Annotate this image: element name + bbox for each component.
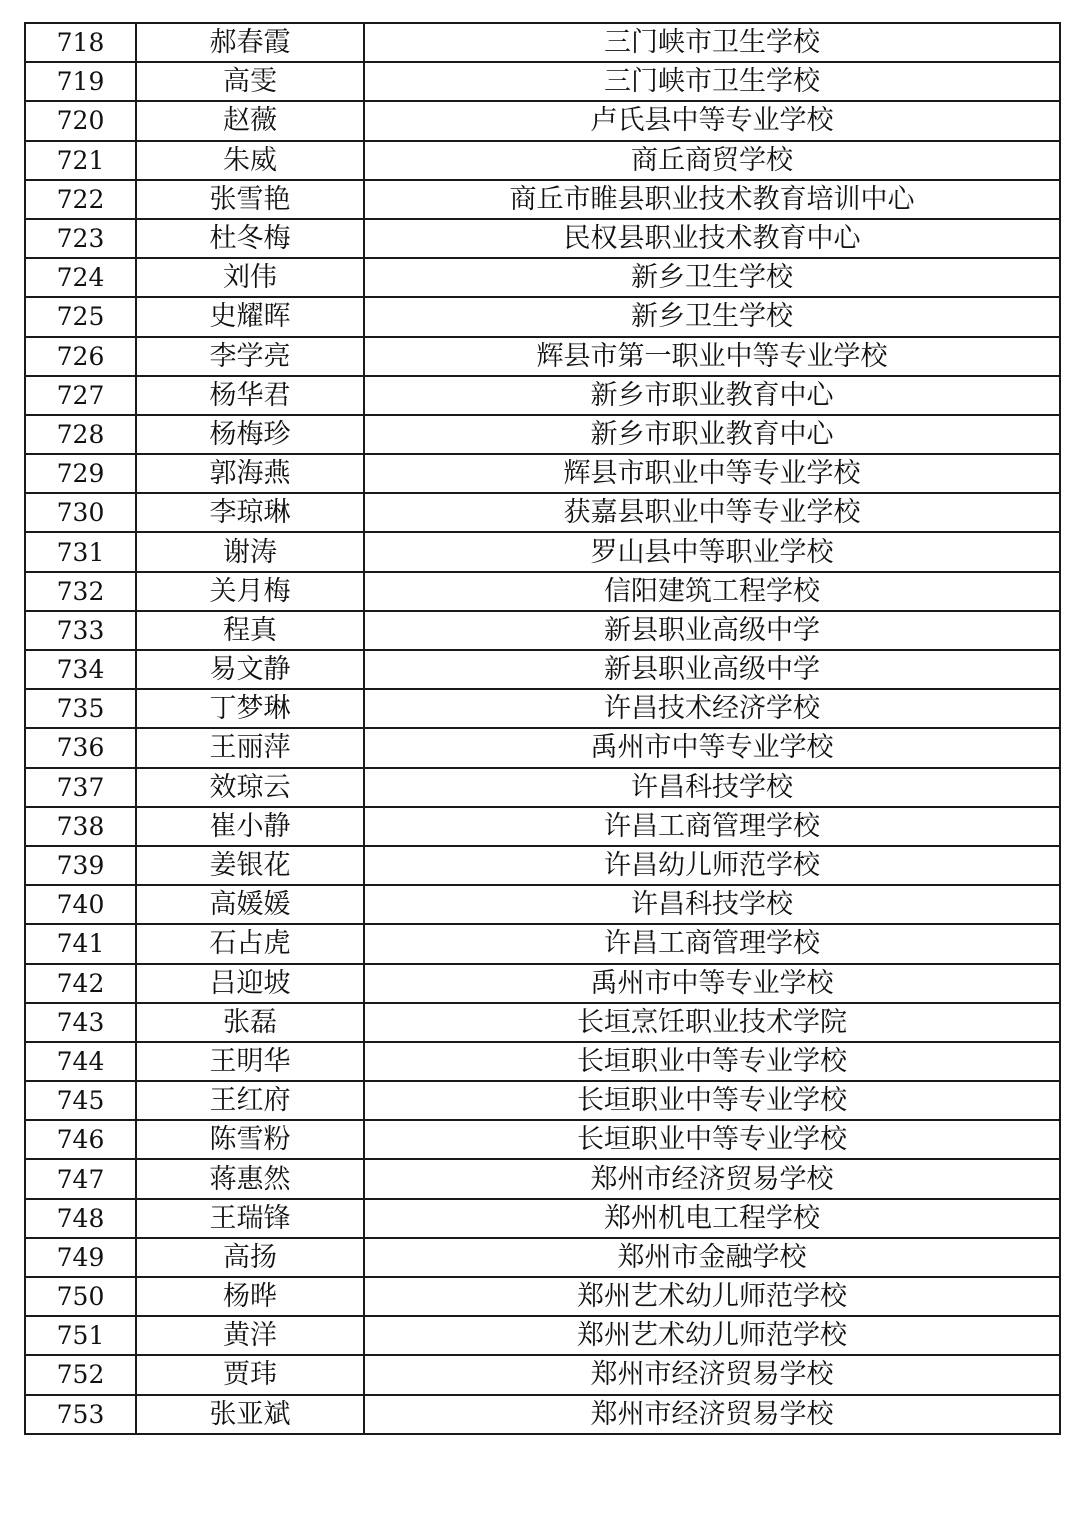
school-name-cell: 许昌工商管理学校: [364, 924, 1060, 963]
row-number-cell: 745: [25, 1081, 136, 1120]
table-row: [25, 454, 1060, 493]
table-row: [25, 101, 1060, 140]
teacher-name-cell: 张雪艳: [136, 180, 364, 219]
school-name-cell: 郑州市经济贸易学校: [364, 1355, 1060, 1394]
row-number-cell: 733: [25, 611, 136, 650]
teacher-name-cell: 陈雪粉: [136, 1120, 364, 1159]
teacher-name-cell: 效琼云: [136, 768, 364, 807]
school-name-cell: 郑州机电工程学校: [364, 1199, 1060, 1238]
row-number-cell: 738: [25, 807, 136, 846]
teacher-name-cell: 王红府: [136, 1081, 364, 1120]
school-name-cell: 信阳建筑工程学校: [364, 572, 1060, 611]
row-number-cell: 734: [25, 650, 136, 689]
table-row: [25, 1120, 1060, 1159]
school-name-cell: 许昌科技学校: [364, 885, 1060, 924]
table-row: [25, 532, 1060, 571]
table-row: [25, 1199, 1060, 1238]
teacher-name-cell: 丁梦琳: [136, 689, 364, 728]
school-name-cell: 三门峡市卫生学校: [364, 62, 1060, 101]
teacher-name-cell: 蒋惠然: [136, 1159, 364, 1198]
table-row: [25, 728, 1060, 767]
school-name-cell: 商丘市睢县职业技术教育培训中心: [364, 180, 1060, 219]
row-number-cell: 726: [25, 337, 136, 376]
school-name-cell: 许昌技术经济学校: [364, 689, 1060, 728]
table-row: [25, 141, 1060, 180]
table-row: [25, 376, 1060, 415]
teacher-name-cell: 易文静: [136, 650, 364, 689]
table-row: [25, 493, 1060, 532]
table-row: [25, 219, 1060, 258]
teacher-name-cell: 姜银花: [136, 846, 364, 885]
table-row: [25, 846, 1060, 885]
school-name-cell: 民权县职业技术教育中心: [364, 219, 1060, 258]
table-row: [25, 180, 1060, 219]
teacher-name-cell: 吕迎坡: [136, 964, 364, 1003]
teacher-name-cell: 高媛媛: [136, 885, 364, 924]
teacher-name-cell: 黄洋: [136, 1316, 364, 1355]
table-row: [25, 297, 1060, 336]
row-number-cell: 721: [25, 141, 136, 180]
school-name-cell: 新乡卫生学校: [364, 258, 1060, 297]
row-number-cell: 743: [25, 1003, 136, 1042]
row-number-cell: 735: [25, 689, 136, 728]
teacher-name-cell: 杜冬梅: [136, 219, 364, 258]
row-number-cell: 742: [25, 964, 136, 1003]
row-number-cell: 746: [25, 1120, 136, 1159]
teacher-name-cell: 高雯: [136, 62, 364, 101]
school-name-cell: 商丘商贸学校: [364, 141, 1060, 180]
table-row: [25, 924, 1060, 963]
teacher-name-cell: 郭海燕: [136, 454, 364, 493]
row-number-cell: 739: [25, 846, 136, 885]
teacher-name-cell: 史耀晖: [136, 297, 364, 336]
row-number-cell: 723: [25, 219, 136, 258]
table-row: [25, 1081, 1060, 1120]
teacher-name-cell: 刘伟: [136, 258, 364, 297]
row-number-cell: 749: [25, 1238, 136, 1277]
row-number-cell: 724: [25, 258, 136, 297]
teacher-name-cell: 关月梅: [136, 572, 364, 611]
row-number-cell: 748: [25, 1199, 136, 1238]
table-row: [25, 964, 1060, 1003]
table-row: [25, 1395, 1060, 1434]
row-number-cell: 722: [25, 180, 136, 219]
school-name-cell: 新乡市职业教育中心: [364, 376, 1060, 415]
school-name-cell: 辉县市第一职业中等专业学校: [364, 337, 1060, 376]
table-row: [25, 258, 1060, 297]
school-name-cell: 许昌科技学校: [364, 768, 1060, 807]
table-row: [25, 572, 1060, 611]
school-name-cell: 新县职业高级中学: [364, 650, 1060, 689]
row-number-cell: 750: [25, 1277, 136, 1316]
table-row: [25, 689, 1060, 728]
row-number-cell: 737: [25, 768, 136, 807]
row-number-cell: 727: [25, 376, 136, 415]
teacher-name-cell: 李琼琳: [136, 493, 364, 532]
school-name-cell: 禹州市中等专业学校: [364, 728, 1060, 767]
school-name-cell: 辉县市职业中等专业学校: [364, 454, 1060, 493]
teacher-name-cell: 杨晔: [136, 1277, 364, 1316]
teacher-name-cell: 王丽萍: [136, 728, 364, 767]
table-row: [25, 1042, 1060, 1081]
school-name-cell: 长垣职业中等专业学校: [364, 1081, 1060, 1120]
table-row: [25, 337, 1060, 376]
teacher-name-cell: 郝春霞: [136, 23, 364, 62]
row-number-cell: 719: [25, 62, 136, 101]
row-number-cell: 729: [25, 454, 136, 493]
school-name-cell: 获嘉县职业中等专业学校: [364, 493, 1060, 532]
row-number-cell: 747: [25, 1159, 136, 1198]
school-name-cell: 长垣职业中等专业学校: [364, 1042, 1060, 1081]
teacher-name-cell: 张磊: [136, 1003, 364, 1042]
row-number-cell: 720: [25, 101, 136, 140]
table-row: [25, 1277, 1060, 1316]
row-number-cell: 753: [25, 1395, 136, 1434]
table-row: [25, 415, 1060, 454]
table-row: [25, 1003, 1060, 1042]
school-name-cell: 长垣职业中等专业学校: [364, 1120, 1060, 1159]
roster-table: [24, 22, 1061, 1435]
teacher-name-cell: 贾玮: [136, 1355, 364, 1394]
school-name-cell: 郑州市经济贸易学校: [364, 1159, 1060, 1198]
table-row: [25, 650, 1060, 689]
row-number-cell: 752: [25, 1355, 136, 1394]
school-name-cell: 新乡卫生学校: [364, 297, 1060, 336]
school-name-cell: 许昌幼儿师范学校: [364, 846, 1060, 885]
table-row: [25, 611, 1060, 650]
school-name-cell: 三门峡市卫生学校: [364, 23, 1060, 62]
teacher-name-cell: 王明华: [136, 1042, 364, 1081]
row-number-cell: 731: [25, 532, 136, 571]
row-number-cell: 728: [25, 415, 136, 454]
table-row: [25, 885, 1060, 924]
school-name-cell: 郑州艺术幼儿师范学校: [364, 1316, 1060, 1355]
table-row: [25, 62, 1060, 101]
school-name-cell: 郑州市金融学校: [364, 1238, 1060, 1277]
teacher-name-cell: 杨梅珍: [136, 415, 364, 454]
table-row: [25, 1355, 1060, 1394]
teacher-name-cell: 朱威: [136, 141, 364, 180]
table-row: [25, 1316, 1060, 1355]
school-name-cell: 新乡市职业教育中心: [364, 415, 1060, 454]
teacher-name-cell: 程真: [136, 611, 364, 650]
teacher-name-cell: 石占虎: [136, 924, 364, 963]
school-name-cell: 卢氏县中等专业学校: [364, 101, 1060, 140]
teacher-name-cell: 赵薇: [136, 101, 364, 140]
roster-body: [25, 23, 1060, 1434]
table-row: [25, 1238, 1060, 1277]
school-name-cell: 长垣烹饪职业技术学院: [364, 1003, 1060, 1042]
teacher-name-cell: 谢涛: [136, 532, 364, 571]
teacher-name-cell: 张亚斌: [136, 1395, 364, 1434]
school-name-cell: 新县职业高级中学: [364, 611, 1060, 650]
teacher-name-cell: 李学亮: [136, 337, 364, 376]
row-number-cell: 732: [25, 572, 136, 611]
school-name-cell: 郑州艺术幼儿师范学校: [364, 1277, 1060, 1316]
teacher-name-cell: 杨华君: [136, 376, 364, 415]
table-row: [25, 807, 1060, 846]
row-number-cell: 741: [25, 924, 136, 963]
school-name-cell: 郑州市经济贸易学校: [364, 1395, 1060, 1434]
table-row: [25, 23, 1060, 62]
school-name-cell: 罗山县中等职业学校: [364, 532, 1060, 571]
row-number-cell: 730: [25, 493, 136, 532]
row-number-cell: 751: [25, 1316, 136, 1355]
table-row: [25, 1159, 1060, 1198]
row-number-cell: 718: [25, 23, 136, 62]
teacher-name-cell: 王瑞锋: [136, 1199, 364, 1238]
table-row: [25, 768, 1060, 807]
row-number-cell: 736: [25, 728, 136, 767]
school-name-cell: 禹州市中等专业学校: [364, 964, 1060, 1003]
school-name-cell: 许昌工商管理学校: [364, 807, 1060, 846]
teacher-name-cell: 高扬: [136, 1238, 364, 1277]
row-number-cell: 740: [25, 885, 136, 924]
row-number-cell: 744: [25, 1042, 136, 1081]
teacher-name-cell: 崔小静: [136, 807, 364, 846]
row-number-cell: 725: [25, 297, 136, 336]
